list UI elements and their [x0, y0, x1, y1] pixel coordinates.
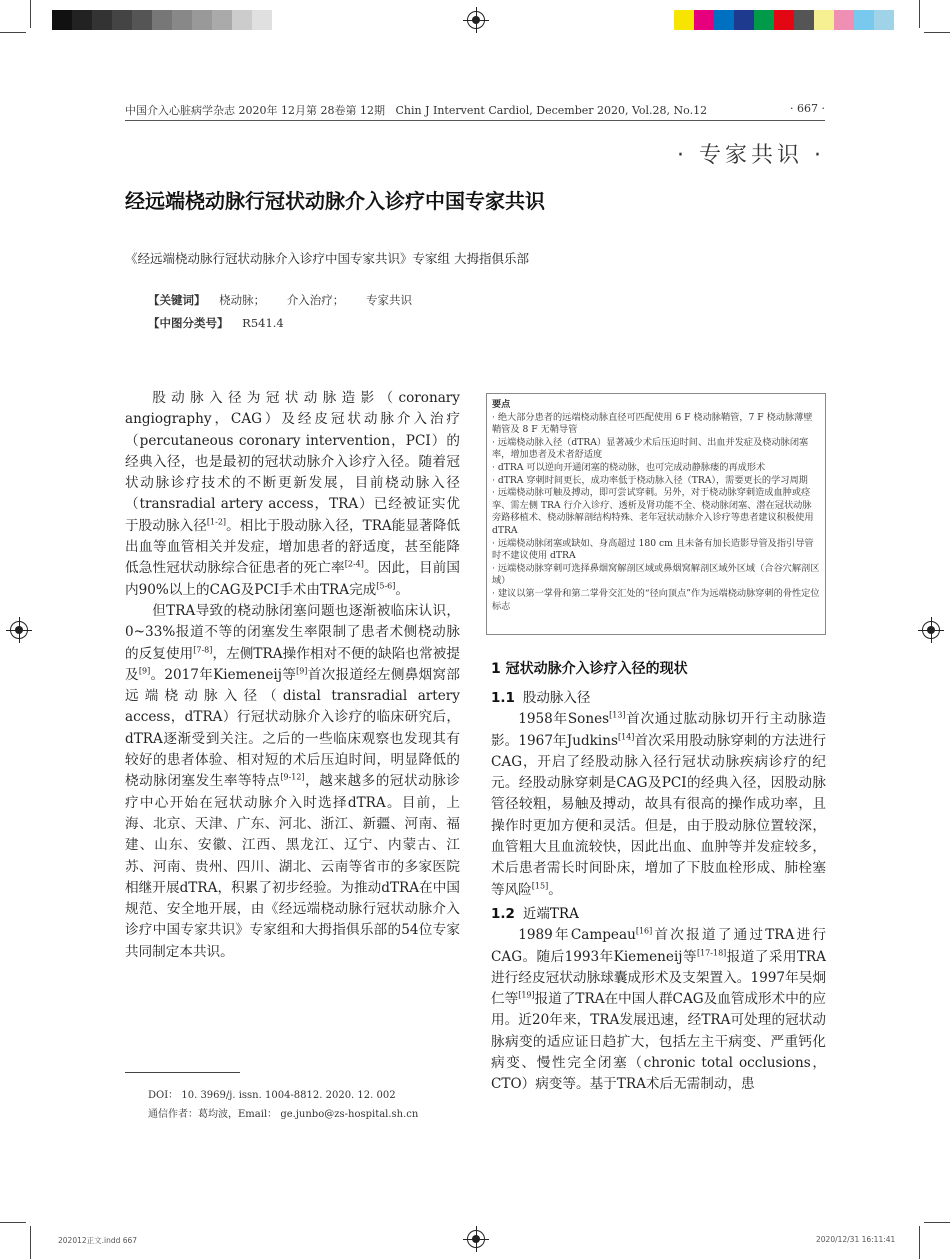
gray-swatch [92, 10, 112, 30]
key-point: · dTRA 穿刺时间更长，成功率低于桡动脉入径（TRA），需要更长的学习周期 [492, 474, 808, 486]
color-swatch [694, 10, 714, 30]
journal-cn: 中国介入心脏病学杂志 2020年 12月第 28卷第 12期 [125, 104, 385, 117]
citation: [1-2] [206, 517, 227, 527]
color-swatch [674, 10, 694, 30]
article-title: 经远端桡动脉行冠状动脉介入诊疗中国专家共识 [125, 189, 545, 213]
crop-mark [0, 1222, 26, 1223]
citation: [13] [609, 710, 626, 720]
citation: [15] [531, 881, 549, 891]
key-points-title: 要点 [492, 399, 511, 410]
color-swatch [834, 10, 854, 30]
color-swatch [734, 10, 754, 30]
gray-swatch [192, 10, 212, 30]
keywords-label: 【关键词】 [148, 293, 206, 307]
section-heading: 1 冠状动脉介入诊疗入径的现状 [491, 661, 688, 677]
corresponding-author: 通信作者：葛均波，Email： ge.junbo@zs-hospital.sh.cn [148, 1109, 419, 1120]
classification-label: 【中图分类号】 [148, 316, 229, 330]
gray-swatch [112, 10, 132, 30]
running-header [125, 102, 825, 118]
gray-swatch [72, 10, 92, 30]
keyword: 桡动脉； [219, 293, 266, 307]
keyword: 专家共识 [365, 293, 412, 307]
citation: [14] [617, 732, 635, 742]
paragraph: 1958年Sones[13]首次通过肱动脉切开行主动脉造影。1967年Judkins[14]首次采用股动脉穿刺的方法进行CAG，开启了经股动脉入径行冠状动脉疾病诊疗的纪元。经股动脉穿刺是CAG及PCI的经典入径，因股动脉管径较粗，易触及搏动，故具有很高的操作成功率，且操作时更加方便和灵活。但是，由于股动脉位置较深，血管粗大且血流较快，因此出血、血肿等并发症较多，术后患者需长时间卧床，增加了下肢血栓形成、肺栓塞等风险[15]。 [491, 710, 827, 898]
doi: DOI： 10. 3969/j. issn. 1004-8812. 2020. 12. 002 [148, 1090, 396, 1101]
slug-timestamp: 2020/12/31 16:11:41 [816, 1235, 896, 1244]
classification-value: R541.4 [242, 316, 284, 330]
registration-mark-left [10, 621, 28, 639]
key-point: · dTRA 可以逆向开通闭塞的桡动脉，也可完成动静脉瘘的再成形术 [492, 461, 766, 473]
crop-mark [919, 0, 920, 28]
section-tag: · 专家共识 · [677, 143, 825, 168]
grayscale-bar [52, 10, 272, 30]
registration-mark-top [467, 11, 485, 29]
key-point: · 远端桡动脉穿刺可选择鼻烟窝解剖区域或鼻烟窝解剖区域外区域（合谷穴解剖区域） [492, 562, 820, 587]
gray-swatch [152, 10, 172, 30]
slug-filename: 202012正文.indd 667 [58, 1236, 138, 1245]
keywords [148, 292, 430, 308]
authors: 《经远端桡动脉行冠状动脉介入诊疗中国专家共识》专家组 大拇指俱乐部 [125, 251, 529, 266]
color-bar [674, 10, 894, 30]
header-rule [125, 120, 825, 121]
left-column [125, 388, 460, 963]
key-point: · 远端桡动脉可触及搏动，即可尝试穿刺。另外，对于桡动脉穿刺造成血肿或痉挛、需左侧 TRA 行介入诊疗、透析及肾功能不全、桡动脉闭塞、潜在冠状动脉旁路移植术、桡动脉解剖结构特殊、老年冠状动脉介入诊疗等患者建议积极使用 dTRA [492, 487, 814, 536]
gray-swatch [232, 10, 252, 30]
key-point: · 远端桡动脉闭塞或缺如、身高超过 180 cm 且未备有加长造影导管及指引导管时不建议使用 dTRA [492, 537, 814, 562]
gray-swatch [252, 10, 272, 30]
citation: [2-4] [344, 559, 364, 569]
subsection-heading: 1.1 股动脉入径 [491, 690, 591, 706]
citation: [5-6] [376, 581, 396, 591]
color-swatch [714, 10, 734, 30]
color-swatch [854, 10, 874, 30]
color-swatch [814, 10, 834, 30]
citation: [9] [296, 666, 308, 676]
citation: [7-8] [193, 645, 213, 655]
classification [148, 315, 284, 331]
citation: [19] [518, 990, 535, 1000]
crop-mark [924, 1222, 950, 1223]
subsection-heading: 1.2 近端TRA [491, 905, 579, 922]
registration-mark-right [922, 621, 940, 639]
paragraph: 股动脉入径为冠状动脉造影（coronary angiography，CAG）及经皮冠状动脉介入治疗（percutaneous coronary intervention，PCI）的经典入径，也是最初的冠状动脉介入诊疗入径。随着冠状动脉诊疗技术的不断更新发展，目前桡动脉入径（transradial artery access，TRA）已经被证实优于股动脉入径[1-2]。相比于股动脉入径，TRA能显著降低出血等血管相关并发症，增加患者的舒适度，甚至能降低急性冠状动脉综合征患者的死亡率[2-4]。因此，目前国内90%以上的CAG及PCI手术由TRA完成[5-6]。 [125, 390, 461, 598]
page-number: · 667 · [790, 102, 825, 115]
citation: [9-12] [280, 772, 305, 782]
crop-mark [30, 1226, 31, 1259]
registration-mark-bottom [467, 1230, 485, 1248]
crop-mark [924, 32, 950, 33]
color-swatch [754, 10, 774, 30]
color-swatch [794, 10, 814, 30]
paragraph: 但TRA导致的桡动脉闭塞问题也逐渐被临床认识，0~33%报道不等的闭塞发生率限制了患者术侧桡动脉的反复使用[7-8]，左侧TRA操作相对不便的缺陷也常被提及[9]。2017年Kiemeneij等[9]首次报道经左侧鼻烟窝部远端桡动脉入径（distal transradial artery access，dTRA）行冠状动脉介入诊疗的临床研究后，dTRA逐渐受到关注。之后的一些临床观察也发现其有较好的患者体验、相对短的术后压迫时间，明显降低的桡动脉闭塞发生率等特点[9-12]，越来越多的冠状动脉诊疗中心开始在冠状动脉介入时选择dTRA。目前，上海、北京、天津、广东、河北、浙江、新疆、河南、福建、山东、安徽、江西、黑龙江、辽宁、内蒙古、江苏、河南、贵州、四川、湖北、云南等省市的多家医院相继开展dTRA，积累了初步经验。为推动dTRA在中国规范、安全地开展，由《经远端桡动脉行冠状动脉介入诊疗中国专家共识》专家组和大拇指俱乐部的54位专家共同制定本共识。 [125, 602, 460, 960]
journal-en: Chin J Intervent Cardiol, December 2020, Vol.28, No.12 [395, 104, 708, 117]
color-swatch [774, 10, 794, 30]
gray-swatch [172, 10, 192, 30]
key-points-box [486, 393, 826, 635]
right-column [491, 688, 826, 1096]
key-point: · 远端桡动脉入径（dTRA）显著减少术后压迫时间、出血并发症及桡动脉闭塞率，增加患者及术者舒适度 [492, 436, 809, 461]
paragraph: 1989年Campeau[16]首次报道了通过TRA进行CAG。随后1993年Kiemeneij等[17-18]报道了采用TRA进行经皮冠状动脉球囊成形术及支架置入。1997年吴炯仁等[19]报道了TRA在中国人群CAG及血管成形术中的应用。近20年来，TRA发展迅速，经TRA可处理的冠状动脉病变的适应证日趋扩大，包括左主干病变、严重钙化病变、慢性完全闭塞（chronic total occlusions，CTO）病变等。基于TRA术后无需制动，患 [491, 926, 826, 1093]
key-point: · 建议以第一掌骨和第二掌骨交汇处的“径向顶点”作为远端桡动脉穿刺的骨性定位标志 [492, 587, 820, 612]
keyword: 介入治疗； [286, 293, 345, 307]
citation: [17-18] [696, 948, 727, 958]
crop-mark [0, 32, 26, 33]
citation: [16] [635, 926, 653, 936]
crop-mark [919, 1226, 920, 1259]
gray-swatch [212, 10, 232, 30]
color-swatch [874, 10, 894, 30]
citation: [9] [138, 666, 151, 676]
footnote-rule [125, 1072, 240, 1073]
key-point: · 绝大部分患者的远端桡动脉直径可匹配使用 6 F 桡动脉鞘管，7 F 桡动脉薄壁鞘管及 8 F 无鞘导管 [492, 411, 813, 436]
gray-swatch [132, 10, 152, 30]
crop-mark [30, 0, 31, 28]
gray-swatch [52, 10, 72, 30]
